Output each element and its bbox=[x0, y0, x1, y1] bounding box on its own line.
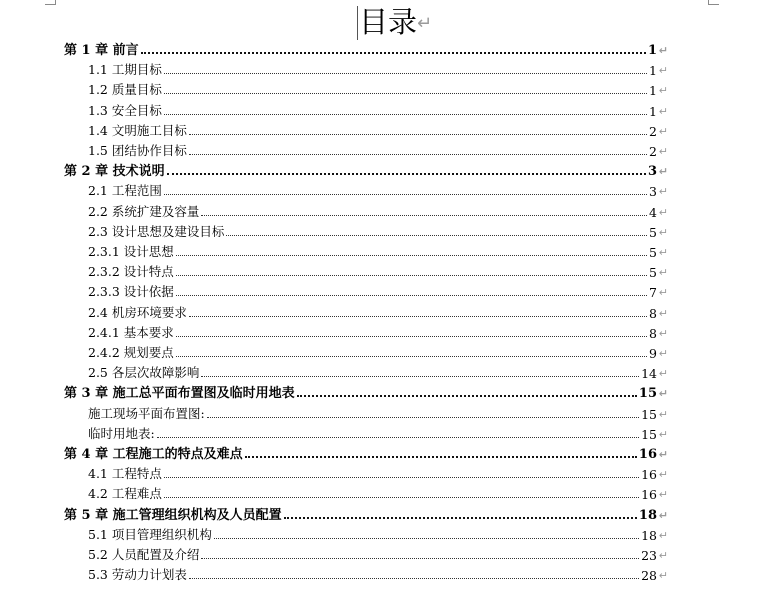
toc-section-entry[interactable] bbox=[88, 462, 668, 483]
toc-section-entry[interactable] bbox=[88, 240, 668, 260]
toc-page-number: 5 bbox=[649, 245, 657, 260]
paragraph-mark-icon: ↵ bbox=[658, 145, 668, 158]
toc-page-number: 2 bbox=[649, 144, 657, 159]
toc-entry-label: 第 5 章 施工管理组织机构及人员配置 bbox=[64, 507, 282, 523]
toc-entry-label: 4.1 工程特点 bbox=[88, 466, 162, 482]
toc-chapter-entry[interactable] bbox=[64, 442, 668, 462]
toc-entry-label: 2.3.1 设计思想 bbox=[88, 244, 174, 259]
toc-leader-dots bbox=[189, 577, 639, 579]
paragraph-mark-icon: ↵ bbox=[658, 549, 668, 562]
toc-entry-label: 1.4 文明施工目标 bbox=[88, 122, 187, 138]
toc-entry-label: 临时用地表: bbox=[88, 425, 155, 441]
toc-leader-dots bbox=[226, 234, 647, 236]
paragraph-mark-icon: ↵ bbox=[658, 64, 668, 78]
toc-entry-label: 1.2 质量目标 bbox=[88, 82, 162, 98]
toc-leader-dots bbox=[164, 113, 647, 115]
toc-page-number: 5 bbox=[649, 265, 657, 281]
paragraph-mark-icon: ↵ bbox=[658, 468, 668, 482]
toc-entry-label: 2.5 各层次故障影响 bbox=[88, 365, 200, 381]
toc-leader-dots bbox=[189, 133, 647, 135]
paragraph-mark-icon: ↵ bbox=[658, 326, 668, 340]
paragraph-mark-icon: ↵ bbox=[658, 488, 668, 502]
toc-section-entry[interactable] bbox=[88, 523, 668, 543]
toc-leader-dots bbox=[164, 476, 639, 478]
toc-section-entry[interactable] bbox=[88, 99, 668, 119]
toc-section-entry[interactable] bbox=[88, 58, 668, 79]
paragraph-mark-icon: ↵ bbox=[658, 367, 668, 381]
paragraph-mark-icon: ↵ bbox=[658, 306, 668, 320]
toc-page-number: 2 bbox=[649, 123, 657, 139]
paragraph-mark-icon: ↵ bbox=[658, 84, 668, 98]
toc-entry-label: 第 4 章 工程施工的特点及难点 bbox=[64, 447, 243, 462]
toc-section-entry[interactable] bbox=[88, 260, 668, 281]
paragraph-mark-icon: ↵ bbox=[658, 205, 668, 219]
toc-leader-dots bbox=[297, 394, 637, 397]
toc-page-number: 9 bbox=[649, 346, 657, 361]
toc-leader-dots bbox=[164, 92, 647, 94]
toc-section-entry[interactable] bbox=[88, 563, 668, 584]
toc-page-number: 16 bbox=[641, 487, 657, 503]
toc-leader-dots bbox=[141, 51, 646, 54]
paragraph-mark-icon: ↵ bbox=[658, 387, 668, 401]
toc-section-entry[interactable] bbox=[88, 139, 668, 159]
toc-entry-label: 2.4.2 规划要点 bbox=[88, 345, 174, 360]
toc-section-entry[interactable] bbox=[88, 321, 668, 341]
toc-page-number: 1 bbox=[649, 83, 657, 99]
crop-mark-top-right bbox=[708, 0, 719, 5]
toc-leader-dots bbox=[176, 274, 647, 276]
toc-section-entry[interactable] bbox=[88, 220, 668, 240]
toc-page-number: 15 bbox=[641, 406, 657, 422]
toc-section-entry[interactable] bbox=[88, 543, 668, 563]
toc-page-number: 18 bbox=[638, 507, 657, 523]
paragraph-mark-icon: ↵ bbox=[658, 225, 668, 239]
toc-page-number: 14 bbox=[641, 366, 657, 382]
text-cursor bbox=[357, 6, 358, 40]
toc-leader-dots bbox=[176, 294, 647, 296]
toc-entry-label: 1.1 工期目标 bbox=[88, 62, 162, 78]
toc-leader-dots bbox=[176, 254, 647, 256]
paragraph-mark-icon: ↵ bbox=[658, 347, 668, 360]
paragraph-mark-icon: ↵ bbox=[658, 44, 668, 57]
toc-page-number: 23 bbox=[641, 548, 657, 563]
toc-entry-label: 5.2 人员配置及介绍 bbox=[88, 547, 200, 562]
paragraph-mark-icon: ↵ bbox=[658, 528, 668, 542]
toc-page-number: 15 bbox=[638, 386, 657, 402]
toc-entry-label: 2.3.2 设计特点 bbox=[88, 264, 174, 280]
toc-leader-dots bbox=[176, 355, 647, 357]
paragraph-mark-icon: ↵ bbox=[658, 407, 668, 421]
toc-page-number: 5 bbox=[649, 224, 657, 240]
paragraph-mark-icon: ↵ bbox=[658, 286, 668, 300]
paragraph-mark-icon: ↵ bbox=[658, 427, 668, 441]
toc-page-number: 3 bbox=[649, 184, 657, 200]
toc-entry-label: 2.1 工程范围 bbox=[88, 183, 162, 199]
toc-entry-label: 5.3 劳动力计划表 bbox=[88, 567, 187, 583]
toc-leader-dots bbox=[201, 557, 639, 559]
toc-page-number: 16 bbox=[641, 467, 657, 483]
crop-mark-top-left bbox=[45, 0, 56, 5]
toc-entry-label: 第 2 章 技术说明 bbox=[64, 164, 165, 180]
toc-leader-dots bbox=[214, 537, 639, 539]
toc-section-entry[interactable] bbox=[88, 78, 668, 99]
toc-entry-label: 5.1 项目管理组织机构 bbox=[88, 526, 212, 542]
toc-section-entry[interactable] bbox=[88, 341, 668, 361]
toc-section-entry[interactable] bbox=[88, 119, 668, 139]
toc-section-entry[interactable] bbox=[88, 280, 668, 301]
toc-leader-dots bbox=[284, 516, 637, 519]
page-title[interactable] bbox=[359, 2, 432, 42]
toc-leader-dots bbox=[164, 193, 647, 195]
paragraph-mark-icon: ↵ bbox=[658, 165, 668, 179]
toc-page-number: 18 bbox=[641, 527, 657, 543]
toc-section-entry[interactable] bbox=[88, 301, 668, 321]
toc-section-entry[interactable] bbox=[88, 402, 668, 422]
toc-leader-dots bbox=[167, 172, 646, 175]
toc-section-entry[interactable] bbox=[88, 482, 668, 503]
toc-entry-label: 2.3 设计思想及建设目标 bbox=[88, 223, 225, 239]
toc-entry-label: 第 1 章 前言 bbox=[64, 43, 139, 58]
toc-leader-dots bbox=[157, 436, 639, 438]
paragraph-mark-icon: ↵ bbox=[417, 13, 433, 34]
toc-entry-label: 1.5 团结协作目标 bbox=[88, 143, 187, 158]
toc-entry-label: 第 3 章 施工总平面布置图及临时用地表 bbox=[64, 386, 295, 402]
toc-leader-dots bbox=[164, 496, 639, 498]
toc-leader-dots bbox=[176, 335, 647, 337]
toc-entry-label: 施工现场平面布置图: bbox=[88, 405, 205, 421]
paragraph-mark-icon: ↵ bbox=[658, 104, 668, 118]
paragraph-mark-icon: ↵ bbox=[658, 266, 668, 280]
toc-section-entry[interactable] bbox=[88, 200, 668, 220]
toc-page-number: 8 bbox=[649, 325, 657, 341]
toc-page-number: 8 bbox=[649, 305, 657, 321]
toc-leader-dots bbox=[201, 214, 647, 216]
toc-page-number: 1 bbox=[647, 43, 657, 58]
toc-entry-label: 2.3.3 设计依据 bbox=[88, 284, 174, 300]
paragraph-mark-icon: ↵ bbox=[658, 508, 668, 522]
toc-section-entry[interactable] bbox=[88, 422, 668, 442]
toc-page-number: 16 bbox=[638, 447, 657, 462]
toc-page-number: 28 bbox=[641, 568, 657, 584]
toc-page-number: 1 bbox=[649, 103, 657, 119]
toc-entry-label: 2.4.1 基本要求 bbox=[88, 324, 174, 340]
toc-leader-dots bbox=[245, 455, 637, 458]
toc-page-number: 1 bbox=[649, 63, 657, 79]
toc-chapter-entry[interactable] bbox=[64, 381, 668, 402]
toc-chapter-entry[interactable] bbox=[64, 159, 668, 180]
title-text: 目录 bbox=[359, 5, 418, 39]
toc-page-number: 15 bbox=[641, 426, 657, 442]
paragraph-mark-icon: ↵ bbox=[658, 246, 668, 259]
toc-leader-dots bbox=[201, 375, 639, 377]
toc-leader-dots bbox=[189, 153, 647, 155]
toc-entry-label: 1.3 安全目标 bbox=[88, 102, 162, 118]
paragraph-mark-icon: ↵ bbox=[658, 569, 668, 583]
toc-section-entry[interactable] bbox=[88, 361, 668, 382]
toc-page-number: 4 bbox=[649, 204, 657, 220]
toc-section-entry[interactable] bbox=[88, 179, 668, 200]
paragraph-mark-icon: ↵ bbox=[658, 448, 668, 461]
toc-entry-label: 2.2 系统扩建及容量 bbox=[88, 203, 200, 219]
toc-page-number: 7 bbox=[649, 285, 657, 301]
toc-chapter-entry[interactable] bbox=[64, 503, 668, 523]
toc-chapter-entry[interactable] bbox=[64, 38, 668, 58]
toc-leader-dots bbox=[164, 72, 647, 74]
toc-page-number: 3 bbox=[647, 164, 657, 180]
toc-entry-label: 4.2 工程难点 bbox=[88, 486, 162, 502]
toc-leader-dots bbox=[207, 416, 639, 418]
paragraph-mark-icon: ↵ bbox=[658, 185, 668, 199]
paragraph-mark-icon: ↵ bbox=[658, 124, 668, 138]
toc-leader-dots bbox=[189, 315, 647, 317]
toc-entry-label: 2.4 机房环境要求 bbox=[88, 304, 187, 320]
